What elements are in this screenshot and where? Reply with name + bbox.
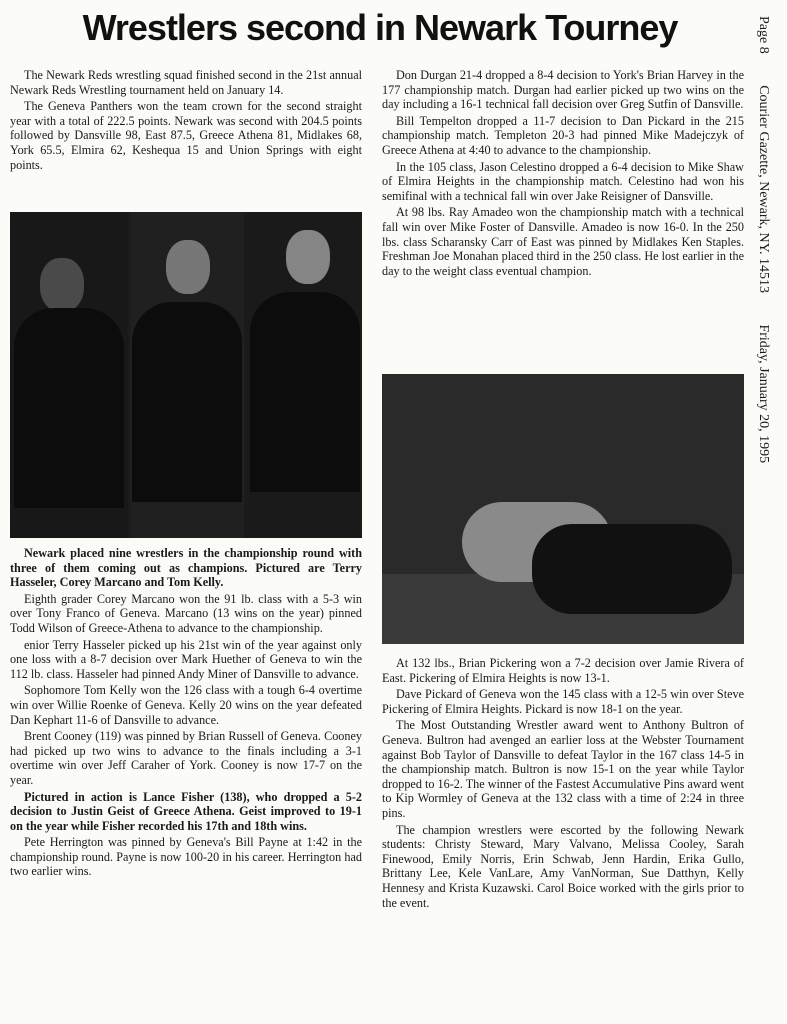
wrestler-head [40, 258, 84, 312]
action-caption: Pictured in action is Lance Fisher (138), who dropped a 5-2 decision to Justin Geist of Greece Athena. Geist improved to 19-1 on the year while Fisher recorded his 17th and 18th wins. [10, 789, 362, 833]
wrestler-shape [532, 524, 732, 614]
paragraph: In the 105 class, Jason Celestino dropped a 6-4 decision to Mike Shaw of Elmira Heights in the championship match. Celestino had won his semifinal with a technical fall win over Jake Reisigner of Dansville. [382, 159, 744, 203]
photo-panel [130, 212, 244, 538]
right-column-results [382, 656, 744, 912]
page-side-strip [748, 16, 784, 506]
paragraph: Dave Pickard of Geneva won the 145 class with a 12-5 win over Steve Pickering of Elmira Heights. Pickard is now 18-1 on the year. [382, 687, 744, 716]
side-meta [748, 16, 778, 506]
action-photo [382, 374, 744, 644]
right-column-intro [382, 68, 744, 280]
photo-panel [246, 212, 362, 538]
paragraph: At 132 lbs., Brian Pickering won a 7-2 decision over Jamie Rivera of East. Pickering of Elmira Heights is now 13-1. [382, 656, 744, 685]
paragraph: enior Terry Hasseler picked up his 21st win of the year against only one loss with a 8-7 decision over Mark Huether of Geneva to win the 112 lb. class. Hasseler had pinned Andy Miner of Dansville to advance. [10, 637, 362, 681]
paragraph: Eighth grader Corey Marcano won the 91 lb. class with a 5-3 win over Tony Franco of Geneva. Marcano (13 wins on the year) pinned Todd Wilson of Greece-Athena to advance to the championship. [10, 591, 362, 635]
wrestler-body [132, 302, 242, 502]
paragraph: At 98 lbs. Ray Amadeo won the championship match with a technical fall win over Mike Foster of Dansville. Amadeo is now 16-0. In the 250 lbs. class Scharansky Carr of East was pinned by Midlakes Ken Staples. Freshman Joe Monahan placed third in the 250 class. He lost earlier in the day to the weight class eventual champion. [382, 205, 744, 278]
paragraph: Bill Tempelton dropped a 11-7 decision to Dan Pickard in the 215 championship match. Templeton 20-3 had pinned Mike Madejczyk of Greece Athena at 4:40 to advance to the championship. [382, 113, 744, 157]
wrestler-body [250, 292, 360, 492]
left-column-results [10, 546, 362, 881]
wrestler-head [286, 230, 330, 284]
paragraph: Brent Cooney (119) was pinned by Brian Russell of Geneva. Cooney had picked up two wins to advance to the finals including a 3-1 overtime win over Jeff Caraher of York. Cooney is now 17-7 on the year. [10, 729, 362, 787]
paragraph: Sophomore Tom Kelly won the 126 class with a tough 6-4 overtime win over Willie Roenke of Geneva. Kelly 20 wins on the year defeated Dan Kephart 11-6 of Dansville to advance. [10, 683, 362, 727]
paragraph: The champion wrestlers were escorted by the following Newark students: Christy Steward, Mary Valvano, Melissa Cooley, Sarah Finewood, Emily Norris, Erin Schwab, Jenn Hardin, Erika Gullo, Brittany Lee, Kele VanLare, Amy VanNorman, Sue Datthyn, Kelly Hennesy and Krista Kuzawski. Carol Boice worked with the girls prior to the event. [382, 822, 744, 910]
headline: Wrestlers second in Newark Tourney [82, 7, 678, 48]
photo-panel [10, 212, 128, 538]
left-column-intro [10, 68, 362, 174]
paragraph: Pete Herrington was pinned by Geneva's Bill Payne at 1:42 in the championship round. Payne is now 100-20 in his career. Herrington had two earlier wins. [10, 835, 362, 879]
champions-photo [10, 212, 362, 538]
paragraph: The Geneva Panthers won the team crown for the second straight year with a total of 222.5 points. Newark was second with 204.5 points followed by Dansville 98, East 87.5, Greece Athena 81, Midlakes 68, York 65.5, Elmira 62, Keshequa 15 and Union Springs with eight points. [10, 99, 362, 172]
wrestler-body [14, 308, 124, 508]
newspaper-name: Courier Gazette, Newark, NY. 14513 [756, 85, 771, 293]
paragraph: The Newark Reds wrestling squad finished second in the 21st annual Newark Reds Wrestling tournament held on January 14. [10, 68, 362, 97]
issue-date: Friday, January 20, 1995 [756, 324, 771, 464]
page-number: Page 8 [756, 16, 771, 54]
paragraph: Don Durgan 21-4 dropped a 8-4 decision to York's Brian Harvey in the 177 championship match. Durgan had earlier picked up two wins on the day including a 16-1 technical fall decision over Greg Sutfin of Dansville. [382, 68, 744, 112]
paragraph: The Most Outstanding Wrestler award went to Anthony Bultron of Geneva. Bultron had avenged an earlier loss at the Webster Tournament against Bob Taylor of Dansville to defeat Taylor in the 167 class 14-5 in the championship match. Bultron is now 15-1 on the year while Taylor dropped to 16-2. The winner of the Fastest Accumulative Pins award went to Kip Wormley of Geneva at the 132 class with a time of 2:24 in three pins. [382, 718, 744, 820]
photo-caption: Newark placed nine wrestlers in the championship round with three of them coming out as champions. Pictured are Terry Hasseler, Corey Marcano and Tom Kelly. [10, 546, 362, 590]
wrestler-head [166, 240, 210, 294]
